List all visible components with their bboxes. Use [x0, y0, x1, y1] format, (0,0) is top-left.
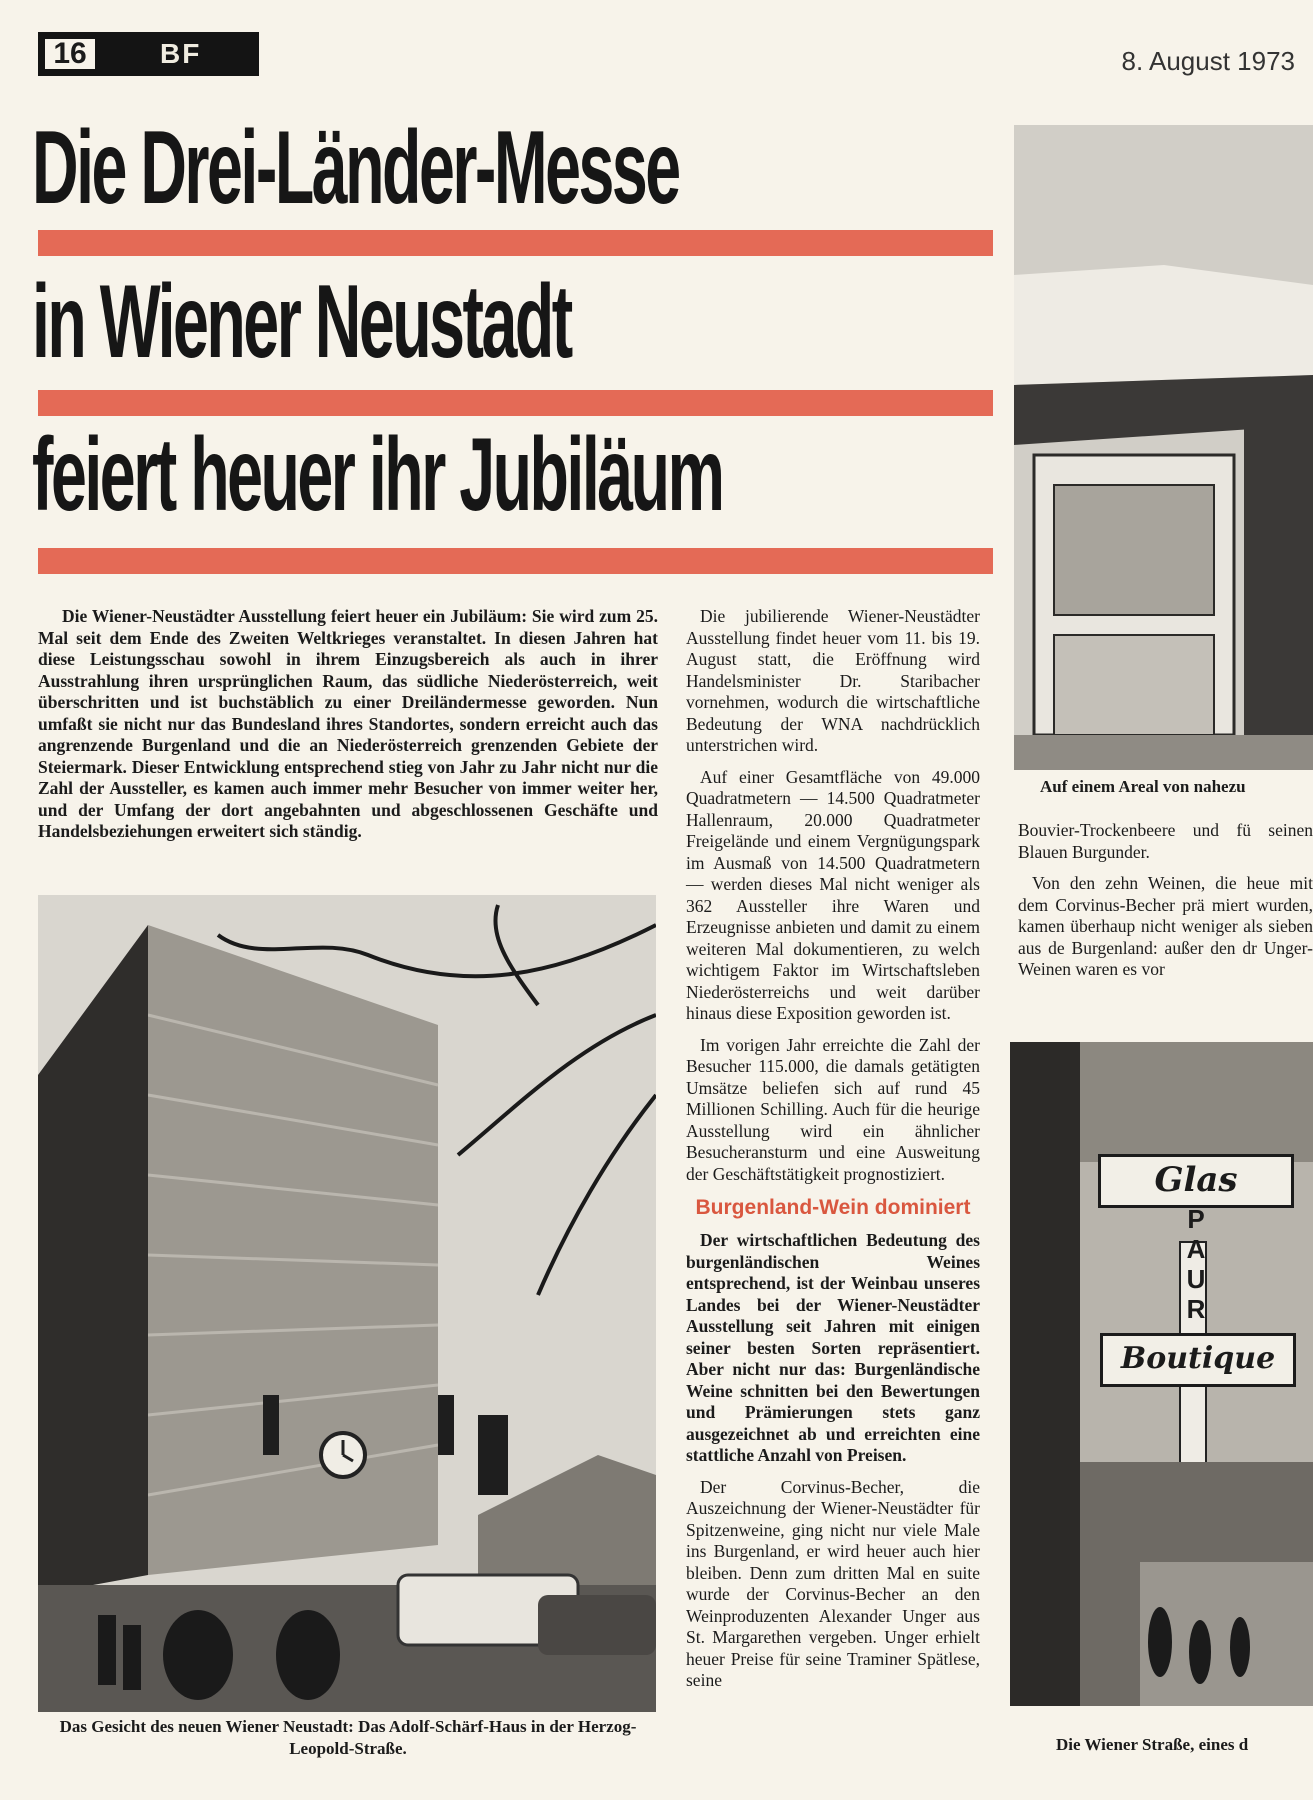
headline-rule-1 — [38, 230, 993, 256]
section-label: BF — [160, 38, 202, 69]
headline-line-1: Die Drei-Länder-Messe — [32, 110, 679, 226]
issue-date: 8. August 1973 — [1121, 46, 1295, 76]
kiosk-illustration — [1014, 125, 1313, 770]
paragraph-wine-bold: Der wirtschaftlichen Bedeutung des burgenländischen Weines entsprechend, ist der Weinbau unseres Landes bei der Wiener-Neustädter Ausstellung seit Jahren mit einigen seiner besten Sorten repräsentiert. Aber nicht nur das: Burgenländische Weine schnitten bei den Bewertungen und Prämierungen stets ganz ausgezeichnet ab und erreichten eine stattliche Anzahl von Preisen. — [686, 1230, 980, 1465]
paragraph-area: Auf einer Gesamtfläche von 49.000 Quadratmetern — 14.500 Quadratmeter Hallenraum, 20.000 Quadratmeter Freigelände und einem Vergnügungspark im Ausmaß von 14.500 Quadratmetern — werden dieses Mal nicht weniger als 362 Aussteller ihre Waren und Erzeugnisse anbieten und damit zu einem weiteren Mal dokumentieren, zu welch wichtigem Faktor im Wirtschaftsleben Niederösterreichs und weit darüber hinaus diese Exposition geworden ist. — [686, 766, 980, 1023]
paragraph-ten-wines: Von den zehn Weinen, die heue mit dem Corvinus-Becher prä miert wurden, kamen überhaup nicht weniger als sieben aus de Burgenland: außer den dr Unger-Weinen waren es vor — [1018, 873, 1313, 979]
page-number: 16 — [42, 36, 98, 72]
glas-sign: Glas — [1098, 1154, 1294, 1208]
lead-text: Die Wiener-Neustädter Ausstellung feiert heuer ein Jubiläum: Sie wird zum 25. Mal seit dem Ende des Zweiten Weltkrieges veranstaltet. In diesen Jahren hat diese Leistungsschau sowohl in ihrem Einzugsbereich als auch in ihrer Ausstrahlung ihren ursprünglichen Raum, das südliche Niederösterreich, weit überschritten und ist buchstäblich zu einer Dreiländermesse geworden. Nun umfaßt sie nicht nur das Bundesland ihres Standortes, sondern erreicht auch das angrenzende Burgenland und die an Niederösterreich grenzenden Gebiete der Steiermark. Dieser Entwicklung entsprechend stieg von Jahr zu Jahr nicht nur die Zahl der Aussteller, es kamen auch immer mehr Besucher von immer weiter her, und der Umfang der dort angebahnten und abgeschlossenen Geschäfte und Handelsbeziehungen erweitert sich ständig. — [38, 606, 658, 841]
paragraph-corvinus: Der Corvinus-Becher, die Auszeichnung der Wiener-Neustädter für Spitzenweine, ging nicht nur viele Male ins Burgenland, er wird heuer auch hier bleiben. Denn zum dritten Mal en suite wurde der Corvinus-Becher an den Weinproduzenten Alexander Unger aus St. Margarethen vergeben. Unger erhielt heuer Preise für seine Traminer Spätlese, seine — [686, 1476, 980, 1690]
paur-sign: PAUR — [1186, 1204, 1206, 1324]
lead-paragraph — [38, 606, 658, 853]
column-3 — [1018, 820, 1313, 991]
paragraph-visitors: Im vorigen Jahr erreichte die Zahl der Besucher 115.000, die damals getätigten Umsätze beliefen sich auf rund 45 Millionen Schilling. Auch für die heurige Ausstellung wird ein ähnlicher Besucheransturm und eine Ausweitung der Geschäftstätigkeit prognostiziert. — [686, 1034, 980, 1184]
boutique-sign: Boutique — [1100, 1333, 1296, 1387]
headline-line-2: in Wiener Neustadt — [32, 264, 571, 380]
kiosk-photo-caption: Auf einem Areal von nahezu — [1040, 777, 1246, 796]
subheading: Burgenland-Wein dominiert — [695, 1196, 971, 1219]
street-scene-illustration — [38, 895, 656, 1712]
headline-rule-2 — [38, 390, 993, 416]
headline-rule-3 — [38, 548, 993, 574]
paragraph-dates: Die jubilierende Wiener-Neustädter Ausstellung findet heuer vom 11. bis 19. August statt, die Eröffnung wird Handelsminister Dr. Staribacher vornehmen, wodurch die wirtschaftliche Bedeutung der WNA nachdrücklich unterstrichen wird. — [686, 606, 980, 755]
main-photo — [38, 895, 656, 1712]
headline-line-3: feiert heuer ihr Jubiläum — [32, 417, 723, 533]
fair-kiosk-photo — [1014, 125, 1313, 770]
main-photo-caption: Das Gesicht des neuen Wiener Neustadt: Das Adolf-Schärf-Haus in der Herzog-Leopold-Straße. — [59, 1717, 637, 1758]
paragraph-bouvier: Bouvier-Trockenbeere und fü seinen Blauen Burgunder. — [1018, 820, 1313, 862]
street-photo-caption: Die Wiener Straße, eines d — [1056, 1735, 1249, 1754]
column-2 — [686, 606, 980, 1702]
